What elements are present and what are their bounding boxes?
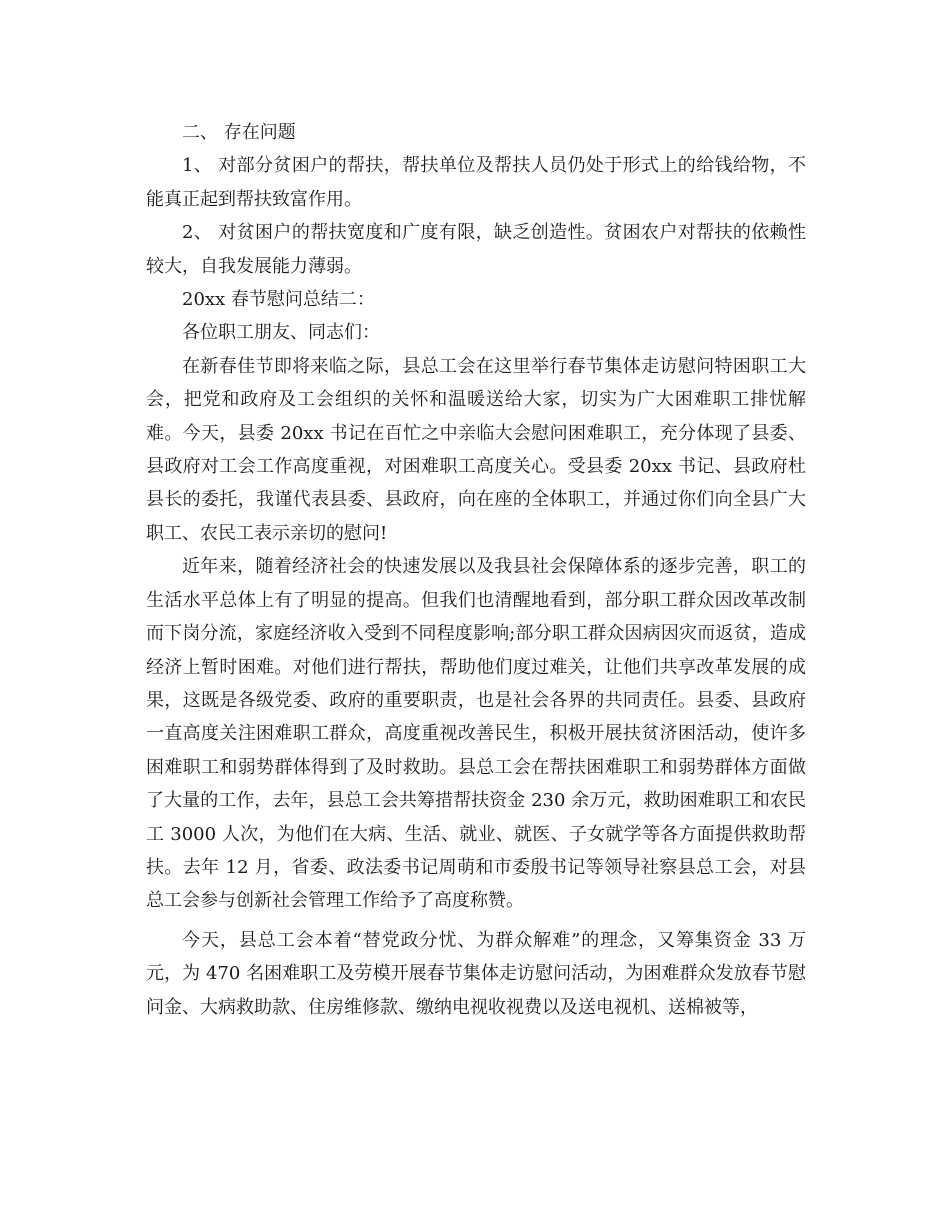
paragraph-intro: 在新春佳节即将来临之际，县总工会在这里举行春节集体走访慰问特困职工大会，把党和政府及工会组织的关怀和温暖送给大家，切实为广大困难职工排忧解难。今天，县委 20xx 书记在百忙之中亲临大会慰问困难职工，充分体现了县委、县政府对工会工作高度重视，对困难职工高度关心。受县委 20xx 书记、县政府杜县长的委托，我谨代表县委、县政府，向在座的全体职工，并通过你们向全县广大职工、农民工表示亲切的慰问! xyxy=(146,355,806,544)
paragraph-issue-2: 2、 对贫困户的帮扶宽度和广度有限，缺乏创造性。贫困农户对帮扶的依赖性较大，自我发展能力薄弱。 xyxy=(146,222,806,277)
paragraph-background: 近年来，随着经济社会的快速发展以及我县社会保障体系的逐步完善，职工的生活水平总体上有了明显的提高。但我们也清醒地看到，部分职工群众因改革改制而下岗分流，家庭经济收入受到不同程度影响;部分职工群众因病因灾而返贫，造成经济上暂时困难。对他们进行帮扶，帮助他们度过难关，让他们共享改革发展的成果，这既是各级党委、政府的重要职责，也是社会各界的共同责任。县委、县政府一直高度关注困难职工群众，高度重视改善民生，积极开展扶贫济困活动，使许多困难职工和弱势群体得到了及时救助。县总工会在帮扶困难职工和弱势群体方面做了大量的工作，去年，县总工会共筹措帮扶资金 230 余万元，救助困难职工和农民工 3000 人次，为他们在大病、生活、就业、就医、子女就学等各方面提供救助帮扶。去年 12 月，省委、政法委书记周萌和市委殷书记等领导社察县总工会，对县总工会参与创新社会管理工作给予了高度称赞。 xyxy=(146,556,806,912)
salutation: 各位职工朋友、同志们： xyxy=(182,322,380,344)
paragraph-issue-1: 1、 对部分贫困户的帮扶，帮扶单位及帮扶人员仍处于形式上的给钱给物，不能真正起到帮扶致富作用。 xyxy=(146,155,806,210)
summary-title: 20xx 春节慰问总结二： xyxy=(182,289,375,311)
section-heading: 二、 存在问题 xyxy=(182,122,296,143)
paragraph-today: 今天，县总工会本着“替党政分忧、为群众解难”的理念，又筹集资金 33 万元，为 470 名困难职工及劳模开展春节集体走访慰问活动，为困难群众发放春节慰问金、大病救助款、住房维修款、缴纳电视收视费以及送电视机、送棉被等， xyxy=(146,929,806,1018)
document-body xyxy=(146,116,806,1024)
